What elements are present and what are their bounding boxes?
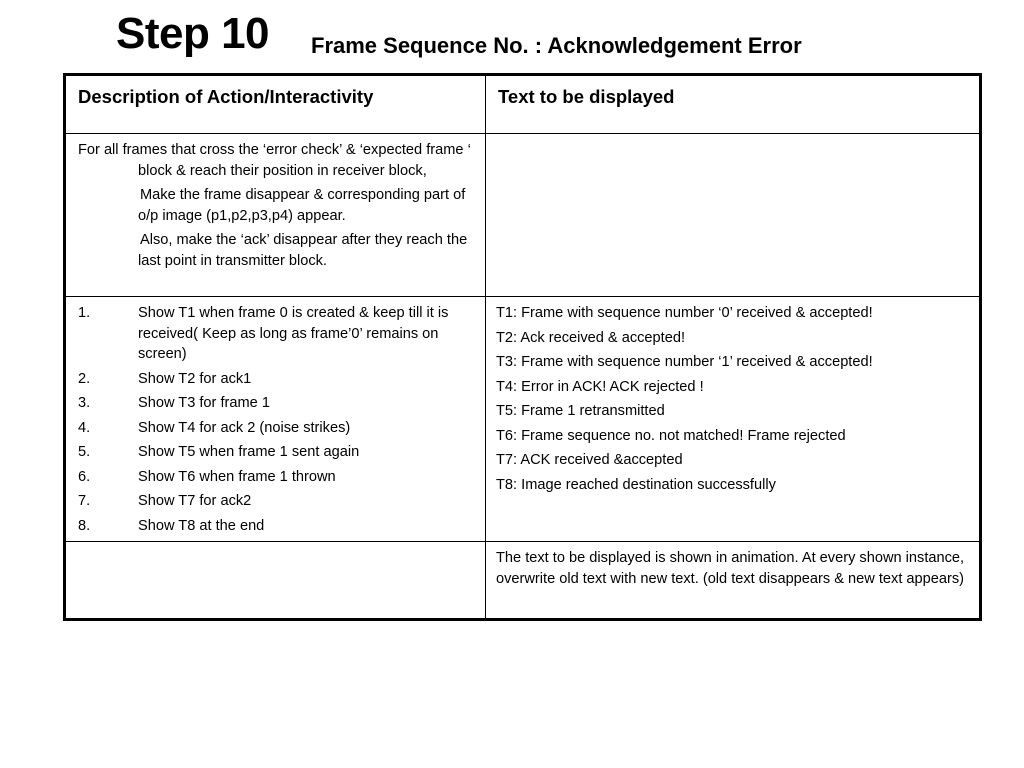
table-header-row [65, 75, 981, 134]
display-text-line: T3: Frame with sequence number ‘1’ received & accepted! [496, 354, 873, 370]
description-paragraph: Also, make the ‘ack’ disappear after they reach the last point in transmitter block. [138, 232, 468, 269]
table-row [65, 542, 981, 620]
list-item: 2. Show T2 for ack1 [78, 370, 252, 387]
description-paragraph: For all frames that cross the ‘error check’ & ‘expected frame ‘ block & reach their position in receiver block, [78, 142, 471, 179]
text-displayed-cell [486, 542, 981, 620]
display-text-line: T6: Frame sequence no. not matched! Frame rejected [496, 427, 846, 444]
display-text-line: T5: Frame 1 retransmitted [496, 403, 665, 419]
step-title: Step 10 [116, 9, 270, 58]
text-displayed-cell [486, 297, 981, 542]
description-cell [65, 542, 486, 620]
table-row [65, 134, 981, 297]
animation-note: The text to be displayed is shown in animation. At every shown instance, overwrite old text with new text. (old text disappears & new text appears) [496, 550, 965, 587]
display-text-line: T4: Error in ACK! ACK rejected ! [496, 378, 704, 395]
steps-list [66, 297, 485, 536]
description-paragraph: Make the frame disappear & corresponding part of o/p image (p1,p2,p3,p4) appear. [138, 187, 466, 224]
display-text-line: T1: Frame with sequence number ‘0’ received & accepted! [496, 305, 873, 321]
list-item: 4. Show T4 for ack 2 (noise strikes) [78, 419, 351, 436]
display-text-line: T8: Image reached destination successfully [496, 476, 776, 493]
list-item: 6. Show T6 when frame 1 thrown [78, 468, 336, 485]
page-subtitle: Frame Sequence No. : Acknowledgement Error [311, 33, 802, 58]
display-text-line: T2: Ack received & accepted! [496, 329, 686, 346]
list-item: 1. Show T1 when frame 0 is created & keep till it is received( Keep as long as frame’0’ remains on screen) [78, 305, 449, 362]
table-row [65, 297, 981, 542]
description-cell [65, 134, 486, 297]
description-cell [65, 297, 486, 542]
list-item: 8. Show T8 at the end [78, 517, 265, 534]
display-text-line: T7: ACK received &accepted [496, 452, 683, 468]
column-header-description: Description of Action/Interactivity [65, 75, 486, 134]
list-item: 3. Show T3 for frame 1 [78, 395, 270, 411]
list-item: 7. Show T7 for ack2 [78, 493, 252, 509]
column-header-text-displayed: Text to be displayed [486, 75, 981, 134]
text-displayed-cell [486, 134, 981, 297]
display-text-list [486, 297, 979, 495]
list-item: 5. Show T5 when frame 1 sent again [78, 444, 360, 460]
spec-table [63, 73, 982, 621]
